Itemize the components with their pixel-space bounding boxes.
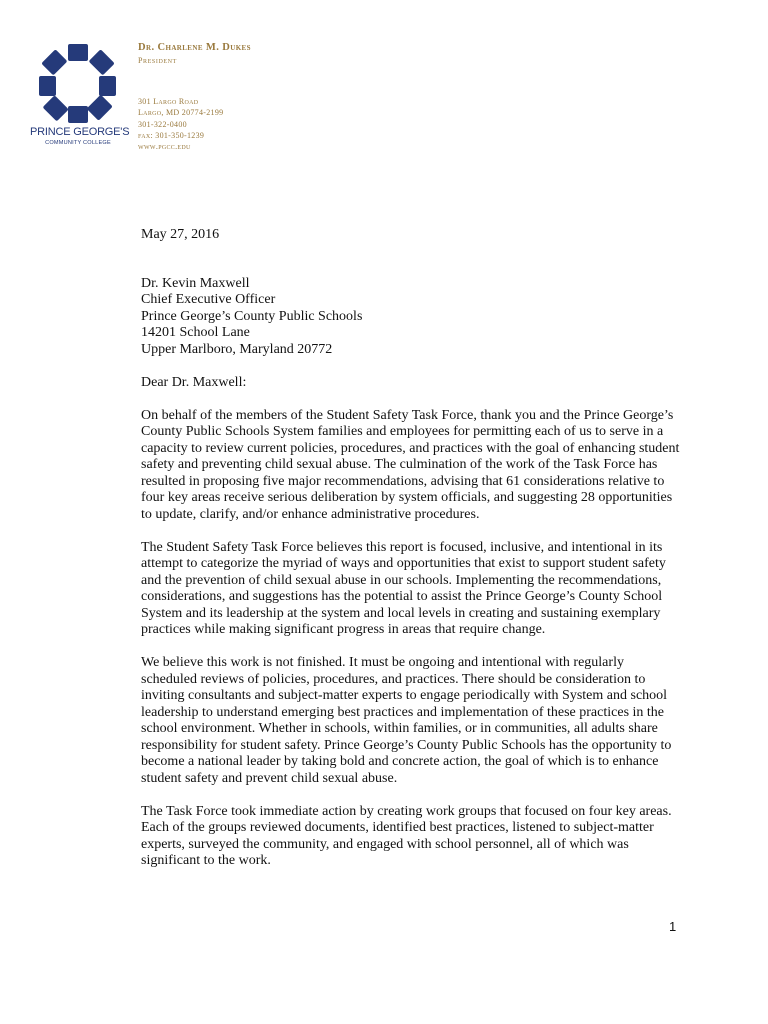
address-fax: fax: 301-350-1239 [138,130,205,140]
recipient-name: Dr. Kevin Maxwell [141,275,250,291]
address-website-link[interactable]: www.pgcc.edu [138,142,191,152]
paragraph-1: On behalf of the members of the Student Safety Task Force, thank you and the Prince George’s County Public Schools System families and employees for permitting each of us to serve in a capacity to review current policies, procedures, and practices with the goal of enhancing student safety and preventing child sexual abuse. The culmination of the work of the Task Force has resulted in proposing five major recommendations, advising that 61 considerations relative to four key areas receive serious deliberation by system officials, and suggesting 28 opportunities to update, clarify, and/or enhance administrative procedures. [141,407,680,522]
recipient-city: Upper Marlboro, Maryland 20772 [141,341,333,357]
recipient-title: Chief Executive Officer [141,292,276,307]
address-city: Largo, MD 20774-2199 [138,108,224,118]
address-phone: 301-322-0400 [138,119,187,129]
address-street: 301 Largo Road [138,97,199,106]
recipient-block [141,276,681,359]
letter-date: May 27, 2016 [141,227,220,242]
college-subtitle: COMMUNITY COLLEGE [45,140,111,146]
salutation: Dear Dr. Maxwell: [141,375,247,390]
recipient-organization: Prince George’s County Public Schools [141,308,363,324]
recipient-street: 14201 School Lane [141,325,250,340]
paragraph-4: The Task Force took immediate action by creating work groups that focused on four key areas. Each of the groups reviewed documents, identified best practices, listened to subject-matter experts, surveyed the community, and engaged with school personnel, all of which was significant to the work. [141,803,672,868]
letter-body [141,227,681,886]
letterhead-address [138,96,223,152]
page-number: 1 [669,919,677,934]
college-logo [30,40,130,150]
open-books-logo-icon [30,40,126,126]
paragraph-2: The Student Safety Task Force believes this report is focused, inclusive, and intentional in its attempt to categorize the myriad of ways and opportunities that exist to support student safety and the prevention of child sexual abuse in our schools. Implementing the recommendations, considerations, and suggestions has the potential to assist the Prince George’s County School System and its leadership at the system and local levels in creating and sustaining exemplary practices while making significant progress in areas that require change. [141,539,666,637]
sender-name: Dr. Charlene M. Dukes [138,42,251,53]
college-name: PRINCE GEORGE'S [30,126,130,138]
sender-title: President [138,56,177,65]
paragraph-3: We believe this work is not finished. It must be ongoing and intentional with regularly scheduled reviews of policies, procedures, and practices. There should be consideration to inviting consultants and subject-matter experts to engage periodically with System and school leadership to understand emerging best practices and implementation of these practices in the school environment. Whether in schools, within families, or in communities, all adults share responsibility for student safety. Prince George’s County Public Schools has the opportunity to become a national leader by taking bold and concrete action, the goal of which is to enhance student safety and prevent child sexual abuse. [141,655,672,786]
